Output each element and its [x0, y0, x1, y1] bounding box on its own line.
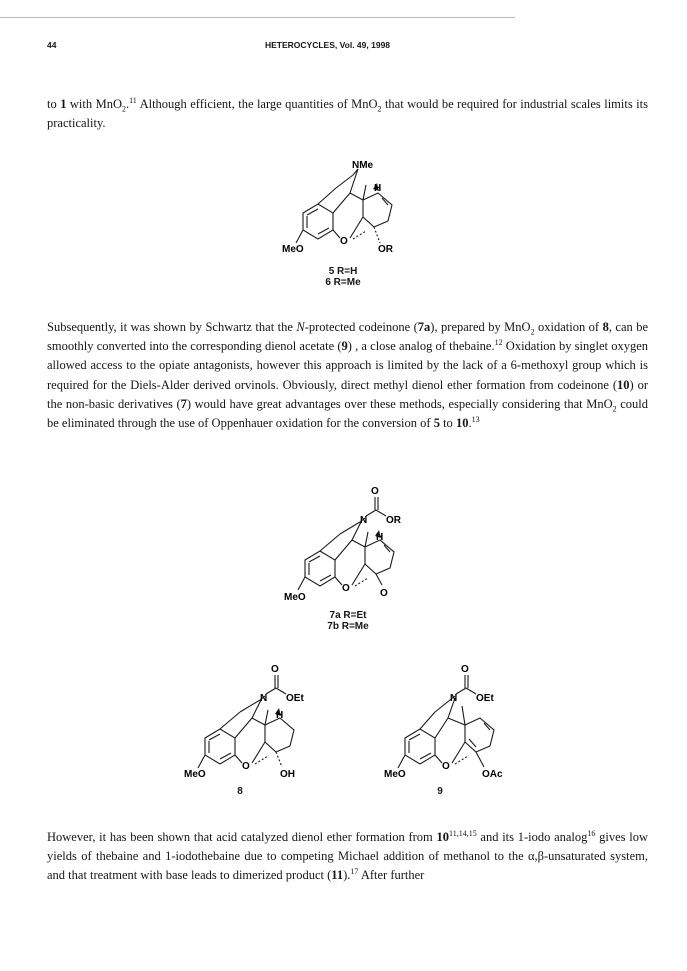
meo-label: MeO [282, 244, 304, 255]
carbonyl-o-label: O [371, 486, 379, 497]
caption-7: 7a R=Et 7b R=Me [327, 610, 369, 632]
ester-label: OEt [286, 693, 304, 704]
meo-label: MeO [284, 592, 306, 603]
ether-o-label: O [442, 761, 450, 772]
ketone-o-label: O [380, 588, 388, 599]
paragraph-3: However, it has been shown that acid catalyzed dienol ether formation from 10$^{11,14,15}$ and its 1-iodo analog$^{16}$ gives low yields of thebaine and 1-iodothebaine due to competing Michael addition of methanol to the α,β-unsaturated system, and that treatment with base leads to dimerized product (11).$^{17}$ After further [47, 828, 648, 883]
hydroxyl-label: OH [280, 769, 295, 780]
carbonyl-o-label: O [271, 664, 279, 675]
caption-5-6: 5 R=H 6 R=Me [325, 266, 361, 288]
n-label: N [450, 693, 458, 704]
h-label: H [276, 710, 284, 721]
acetate-label: OAc [482, 769, 503, 780]
page-number: 44 [47, 40, 57, 50]
ester-label: OEt [476, 693, 494, 704]
h-label: H [374, 183, 382, 194]
h-label: H [376, 532, 384, 543]
amine-label: NMe [352, 160, 374, 171]
caption-9: 9 [437, 786, 443, 797]
paragraph-1: to 1 with MnO$_2$.$^{11}$ Although efficient, the large quantities of MnO$_2$ that would be required for industrial scales limits its practicality. [47, 95, 648, 131]
substituent-label: OR [378, 244, 393, 255]
structure-5-6 [278, 155, 418, 260]
meo-label: MeO [184, 769, 206, 780]
ester-label: OR [386, 515, 401, 526]
ether-o-label: O [242, 761, 250, 772]
ether-o-label: O [342, 583, 350, 594]
caption-8: 8 [237, 786, 243, 797]
top-rule [0, 17, 515, 18]
carbonyl-o-label: O [461, 664, 469, 675]
paragraph-2: Subsequently, it was shown by Schwartz that the N-protected codeinone (7a), prepared by MnO$_2$ oxidation of 8, can be smoothly converted into the corresponding dienol acetate (9) , a close analog of thebaine.$^{12}$ Oxidation by singlet oxygen allowed access to the opiate antagonists, however this approach is limited by the lack of a 6-methoxyl group which is required for the Diels-Alder derived orvinols. Obviously, direct methyl dienol ether formation from codeinone (10) or the non-basic derivatives (7) would have great advantages over these methods, especially considering that MnO$_2$ could be eliminated through the use of Oppenhauer oxidation for the conversion of 5 to 10.13 [47, 320, 649, 431]
ether-o-label: O [340, 236, 348, 247]
meo-label: MeO [384, 769, 406, 780]
n-label: N [360, 515, 368, 526]
running-header: HETEROCYCLES, Vol. 49, 1998 [265, 40, 391, 50]
structure-9 [380, 662, 520, 782]
structure-8 [180, 662, 320, 782]
n-label: N [260, 693, 268, 704]
structure-7 [280, 480, 420, 605]
